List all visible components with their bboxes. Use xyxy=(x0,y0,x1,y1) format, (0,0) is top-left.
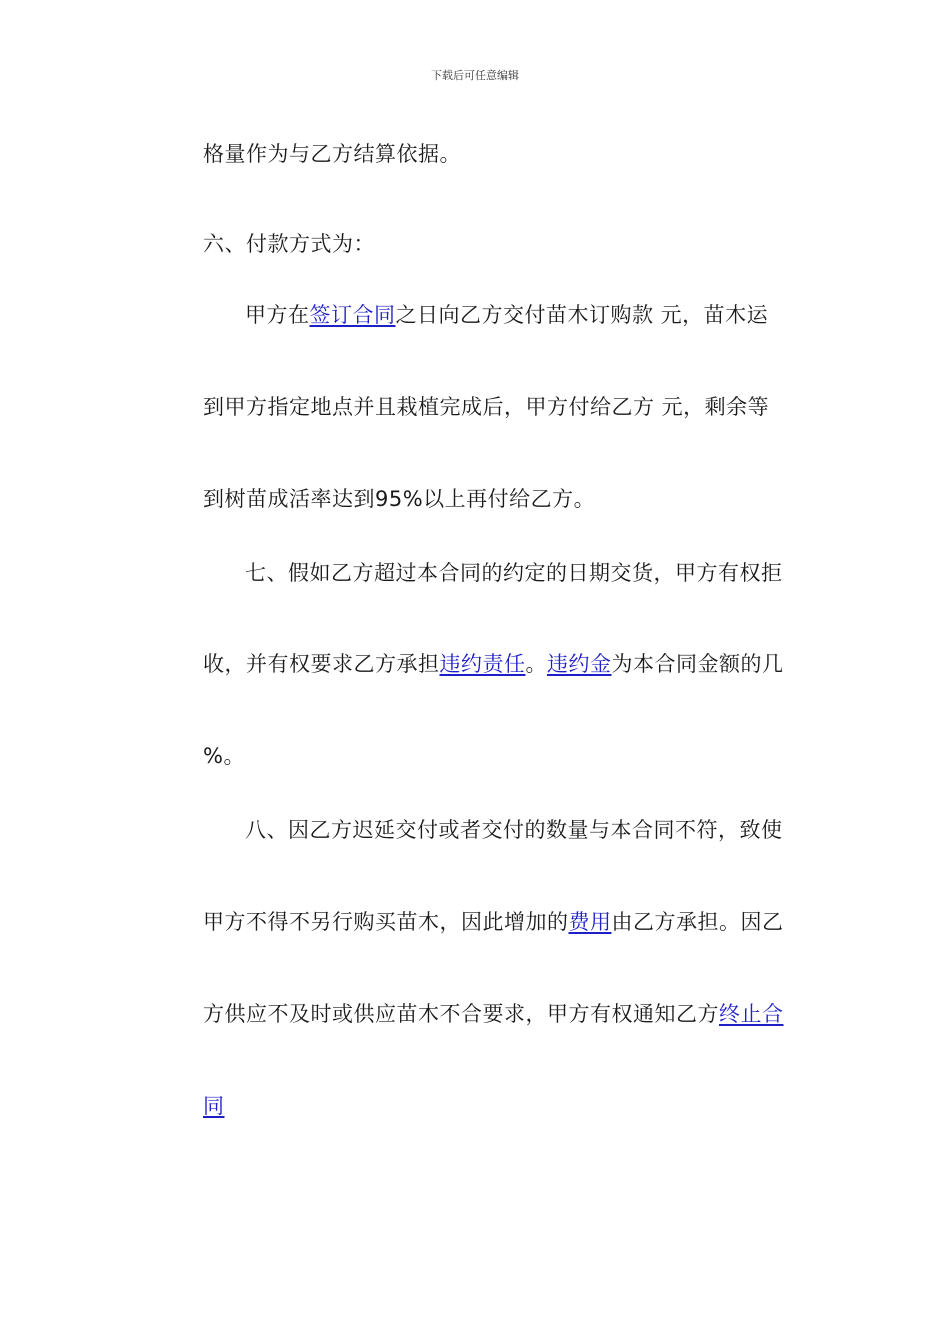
breach-liability-link[interactable]: 违约责任 xyxy=(439,652,526,676)
terminate-contract-link[interactable]: 终止合 xyxy=(719,1002,784,1026)
text-segment: 到树苗成活率达到95%以上再付给乙方。 xyxy=(203,487,596,511)
paragraph-line xyxy=(203,650,784,678)
paragraph-line xyxy=(203,908,784,936)
paragraph-line xyxy=(245,301,768,329)
text-segment: 甲方不得不另行购买苗木，因此增加的 xyxy=(203,910,569,934)
sign-contract-link[interactable]: 签订合同 xyxy=(309,303,396,327)
section-heading-six xyxy=(203,230,375,258)
terminate-contract-link-continued[interactable]: 同 xyxy=(203,1094,225,1118)
text-segment: 收，并有权要求乙方承担 xyxy=(203,652,440,676)
text-segment: %。 xyxy=(203,744,245,768)
paragraph-line xyxy=(203,1092,225,1120)
text-segment: 六、付款方式为： xyxy=(203,232,375,256)
penalty-link[interactable]: 违约金 xyxy=(547,652,612,676)
text-segment: 方供应不及时或供应苗木不合要求，甲方有权通知乙方 xyxy=(203,1002,719,1026)
text-segment: 到甲方指定地点并且栽植完成后，甲方付给乙方 元，剩余等 xyxy=(203,395,770,419)
expenses-link[interactable]: 费用 xyxy=(568,910,612,934)
paragraph-line xyxy=(203,140,461,168)
page-header: 下载后可任意编辑 xyxy=(431,69,519,82)
text-segment: 之日向乙方交付苗木订购款 元，苗木运 xyxy=(395,303,769,327)
text-segment: 格量作为与乙方结算依据。 xyxy=(203,142,461,166)
text-segment: 。 xyxy=(525,652,547,676)
text-segment: 甲方在 xyxy=(245,303,310,327)
text-segment: 七、假如乙方超过本合同的约定的日期交货，甲方有权拒 xyxy=(245,561,783,585)
paragraph-line xyxy=(203,485,595,513)
paragraph-line xyxy=(203,1000,784,1028)
text-segment: 为本合同金额的几 xyxy=(611,652,784,676)
section-heading-eight xyxy=(245,816,783,844)
text-segment: 八、因乙方迟延交付或者交付的数量与本合同不符，致使 xyxy=(245,818,783,842)
paragraph-line xyxy=(203,393,769,421)
text-segment: 由乙方承担。因乙 xyxy=(611,910,784,934)
paragraph-line xyxy=(203,742,245,770)
section-heading-seven xyxy=(245,559,783,587)
